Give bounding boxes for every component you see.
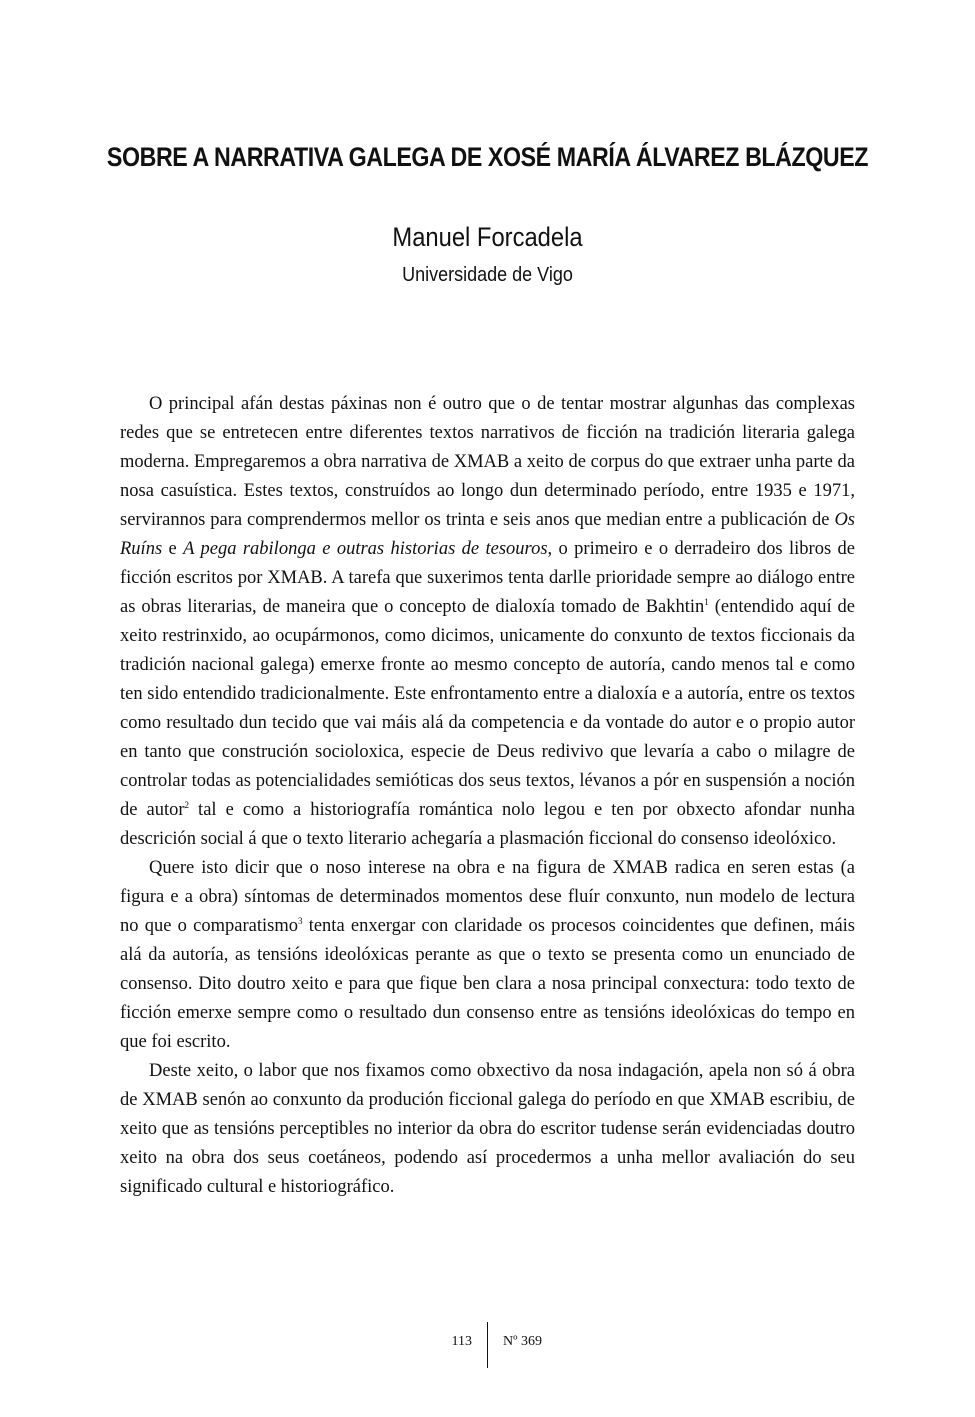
book-title-a-pega-rabilonga: A pega rabilonga e outras historias de tesouros [183, 539, 548, 559]
paragraph-1-text-a: O principal afán destas páxinas non é outro que o de tentar mostrar algunhas das complexas redes que se entretecen entre diferentes textos narrativos de ficción na tradición literaria galega moderna. Empregaremos a obra narrativa de XMAB a xeito de corpus do que extraer unha parte da nosa casuística. Estes textos, construídos ao longo dun determinado período, entre 1935 e 1971, servirannos para comprendermos mellor os trinta e seis anos que median entre a publicación de [120, 394, 855, 530]
paragraph-1-text-e: tal e como a historiografía romántica nolo legou e ten por obxecto afondar nunha descrición social á que o texto literario achegaría a plasmación ficcional do consenso ideolóxico. [120, 800, 855, 849]
paragraph-3 [120, 1057, 855, 1202]
page-footer [0, 1322, 975, 1372]
footnote-ref-2[interactable]: 2 [184, 799, 190, 810]
footnote-ref-3[interactable]: 3 [297, 915, 303, 926]
page-number: 113 [451, 1334, 472, 1349]
paragraph-3-text: Deste xeito, o labor que nos fixamos como obxectivo da nosa indagación, apela non só á obra de XMAB senón ao conxunto da produción ficcional galega do período en que XMAB escribiu, de xeito que as tensións perceptibles no interior da obra do escritor tudense serán evidenciadas doutro xeito na obra dos seus coetáneos, podendo así procedermos a unha mellor avaliación do seu significado cultural e historiográfico. [120, 1061, 855, 1197]
footer-divider [487, 1322, 488, 1368]
book-title-os-ruins: Os Ruíns [120, 510, 855, 559]
author-affiliation: Universidade de Vigo [402, 264, 573, 286]
author-name: Manuel Forcadela [392, 222, 583, 252]
footnote-ref-1[interactable]: 1 [704, 596, 709, 607]
paragraph-1-text-c: , o primeiro e o derradeiro dos libros de ficción escritos por XMAB. A tarefa que suxerimos tenta darlle prioridade sempre ao diálogo entre as obras literarias, de maneira que o concepto de dialoxía tomado de Bakhtin [120, 539, 855, 617]
paragraph-1-text-b: e [162, 539, 184, 559]
paragraph-2-text-b: tenta enxergar con claridade os procesos coincidentes que definen, máis alá da autoría, as tensións ideolóxicas perante as que o texto se presenta como un enunciado de consenso. Dito doutro xeito e para que fique ben clara a nosa principal conxectura: todo texto de ficción emerxe sempre como o resultado dun consenso entre as tensións ideolóxicas do tempo en que foi escrito. [120, 916, 856, 1052]
paragraph-2-text-a: Quere isto dicir que o noso interese na obra e na figura de XMAB radica en seren estas (a figura e a obra) síntomas de determinados momentos dese fluír conxunto, nun modelo de lectura no que o comparatismo [120, 858, 855, 936]
paragraph-1-text-d: (entendido aquí de xeito restrinxido, ao ocupármonos, como dicimos, unicamente do conxunto de textos ficcionais da tradición nacional galega) emerxe fronte ao mesmo concepto de autoría, cando menos tal e como ten sido entendido tradicionalmente. Este enfrontamento entre a dialoxía e a autoría, entre os textos como resultado dun tecido que vai máis alá da competencia e da vontade do autor e o propio autor en tanto que construción socioloxica, especie de Deus redivivo que levaría a cabo o milagre de controlar todas as potencialidades semióticas dos seus textos, lévanos a pór en suspensión a noción de autor [120, 597, 855, 820]
paragraph-2 [120, 854, 855, 1057]
paragraph-1 [120, 390, 855, 854]
article-body [120, 390, 855, 1202]
issue-number: Nº 369 [503, 1334, 542, 1349]
article-title: SOBRE A NARRATIVA GALEGA DE XOSÉ MARÍA ÁLVAREZ BLÁZQUEZ [106, 142, 869, 172]
